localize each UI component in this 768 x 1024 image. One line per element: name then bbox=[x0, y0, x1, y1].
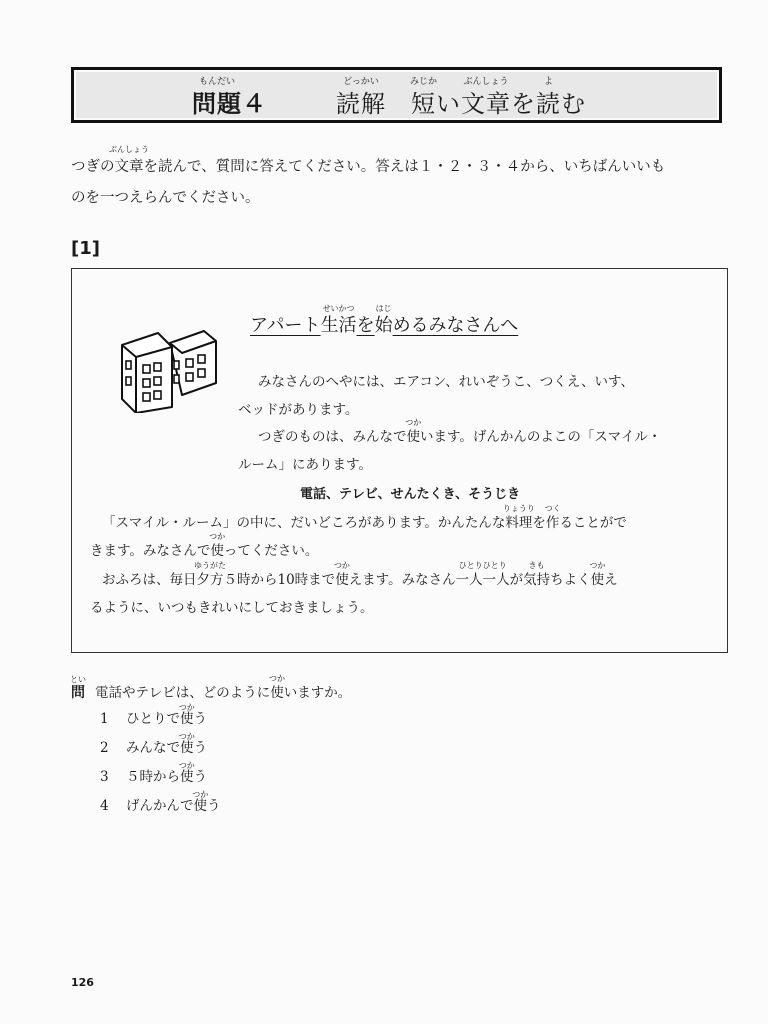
title-ruby: ぶんしょう bbox=[463, 77, 509, 88]
title-ruby: みじか bbox=[409, 77, 438, 88]
notice-paragraph-4-line-2: るように、いつもきれいにしておきましょう。 bbox=[90, 600, 374, 616]
question-text: 電話やテレビは、どのように使 つか いますか。 bbox=[95, 673, 352, 701]
notice-paragraph-2-line-2: ルーム」にあります。 bbox=[238, 457, 372, 473]
notice-items-line: 電話、テレビ、せんたくき、そうじき bbox=[300, 487, 521, 502]
instructions-line-1: つぎの文章 ぶんしょう を読んで、質問に答えてください。答えは１・２・３・４から、いちばんいいも bbox=[71, 144, 666, 175]
notice-paragraph-1-line-1: みなさんのへやには、エアコン、れいぞうこ、つくえ、いす、 bbox=[258, 374, 634, 390]
title-ruby: よ bbox=[543, 77, 554, 88]
problem-label: 問題 もんだい ４ bbox=[192, 77, 267, 118]
page-title bbox=[336, 77, 586, 119]
choice-3[interactable]: 3 ５時から使 つか う bbox=[100, 760, 207, 785]
title-ruby: どっかい bbox=[343, 77, 379, 88]
notice-paragraph-3-line-1: 「スマイル・ルーム」の中に、だいどころがあります。かんたんな料理 りょうり を作 つく ることがで bbox=[102, 503, 627, 531]
instructions-line-2: のを一つえらんでください。 bbox=[71, 190, 260, 206]
question bbox=[70, 673, 352, 702]
title-part: 短 みじか bbox=[409, 77, 438, 118]
choice-1[interactable]: 1 ひとりで使 つか う bbox=[100, 702, 207, 727]
answer-choices bbox=[100, 702, 221, 826]
notice-paragraph-4-line-1: おふろは、毎日夕方 ゆうがた ５時から10時まで使 つか えます。みなさん一人一人 ひとりひとり が気持 きも ちよく使 つか え bbox=[102, 560, 618, 588]
title-part: を bbox=[511, 90, 536, 118]
section-label: [1] bbox=[71, 238, 100, 259]
title-part: 文章 ぶんしょう bbox=[461, 77, 511, 118]
title-bar bbox=[71, 67, 722, 123]
notice-paragraph-3-line-2: きます。みなさんで使 つか ってください。 bbox=[90, 531, 319, 559]
question-label: 問 とい bbox=[70, 674, 86, 701]
title-part: 読 よ bbox=[536, 77, 561, 118]
choice-2[interactable]: 2 みんなで使 つか う bbox=[100, 731, 207, 756]
title-part: い bbox=[436, 90, 461, 118]
choice-4[interactable]: 4 げんかんで使 つか う bbox=[100, 789, 221, 814]
notice-heading: アパート生活 せいかつ を始 はじ めるみなさんへ bbox=[250, 304, 519, 336]
title-part: 読解 どっかい bbox=[336, 77, 386, 118]
instructions bbox=[71, 144, 731, 214]
title-part: む bbox=[561, 90, 586, 118]
notice-paragraph-2-line-1: つぎのものは、みんなで使 つか います。げんかんのよこの「スマイル・ bbox=[258, 417, 662, 445]
apartment-building-icon bbox=[120, 321, 220, 413]
notice-box bbox=[71, 268, 728, 653]
page-number: 126 bbox=[71, 976, 94, 989]
notice-paragraph-1-line-2: ベッドがあります。 bbox=[238, 402, 359, 418]
